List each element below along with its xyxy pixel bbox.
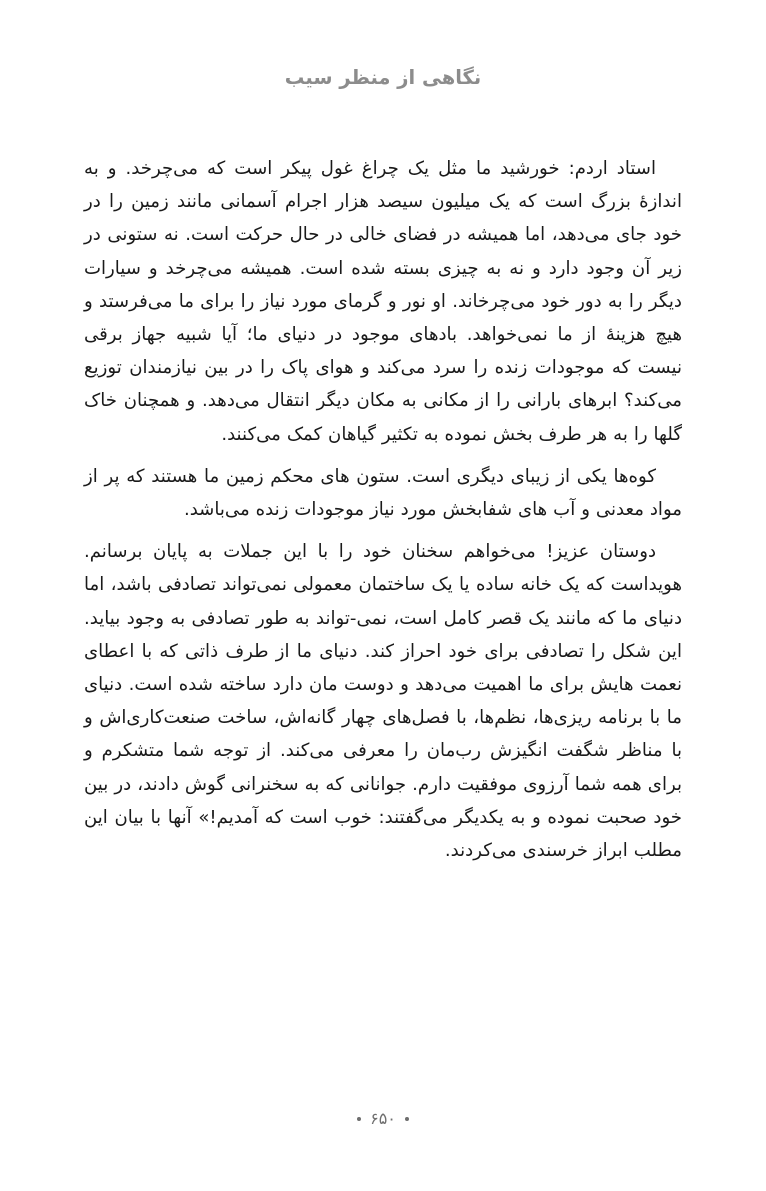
folio-dot-left-icon [357,1117,362,1122]
folio-group [357,1111,410,1127]
body-paragraph: دوستان عزیز! می‌خواهم سخنان خود را با این جملات به پایان برسانم. هویداست که یک خانه ساده یا یک ساختمان معمولی نمی‌تواند تصادفی باشد، اما دنیای ما که مانند یک قصر کامل است، نمی-تواند به طور تصادفی به وجود بیاید. این شکل را تصادفی برای خود احراز کند. دنیای ما از طرف ذاتی که با اعطای نعمت هایش برای ما اهمیت می‌دهد و دوست مان دارد ساخته شده است. دنیای ما با برنامه ریزی‌ها، نظم‌ها، با فصل‌های چهار گانه‌اش، ساخت صنعت‌کاری‌اش و با مناظر شگفت انگیزش رب‌مان را معرفی می‌کند. از توجه شما متشکرم و برای همه شما آرزوی موفقیت دارم. جوانانی که به سخنرانی گوش دادند، در بین خود صحبت نموده و به یکدیگر می‌گفتند: خوب است که آمدیم!» آنها با بیان این مطلب ابراز خرسندی می‌کردند. [84,541,682,862]
body-paragraph: کوه‌ها یکی از زیبای دیگری است. ستون های محکم زمین ما هستند که پر از مواد معدنی و آب های شفابخش مورد نیاز موجودات زنده می‌باشد. [84,465,682,521]
folio-dot-right-icon [405,1117,410,1122]
page-footer [0,1106,766,1127]
page-number: ۶۵۰ [370,1109,396,1128]
running-head-title: نگاهی از منظر سیب [284,66,482,89]
body-text-column [84,152,682,867]
body-paragraph: استاد اردم: خورشید ما مثل یک چراغ غول پیکر است که می‌چرخد. و به اندازهٔ بزرگ است که یک میلیون سیصد هزار اجرام آسمانی مانند زمین را در خود جای می‌دهد، اما همیشه در فضای خالی در حال حرکت است. نه ستونی در زیر آن وجود دارد و نه به چیزی بسته شده است. همیشه می‌چرخد و سیارات دیگر را به دور خود می‌چرخاند. او نور و گرمای مورد نیاز را برای ما می‌فرستد و هیچ هزینهٔ از ما نمی‌خواهد. بادهای موجود در دنیای ما؛ آیا شبیه جهاز برقی نیست که موجودات زنده را سرد می‌کند و هوای پاک را در بین نیازمندان توزیع می‌کند؟ ابرهای بارانی را از مکانی به مکان دیگر انتقال می‌دهد. و همچنان خاک گلها را به هر طرف بخش نموده به تکثیر گیاهان کمک می‌کنند. [84,158,682,445]
